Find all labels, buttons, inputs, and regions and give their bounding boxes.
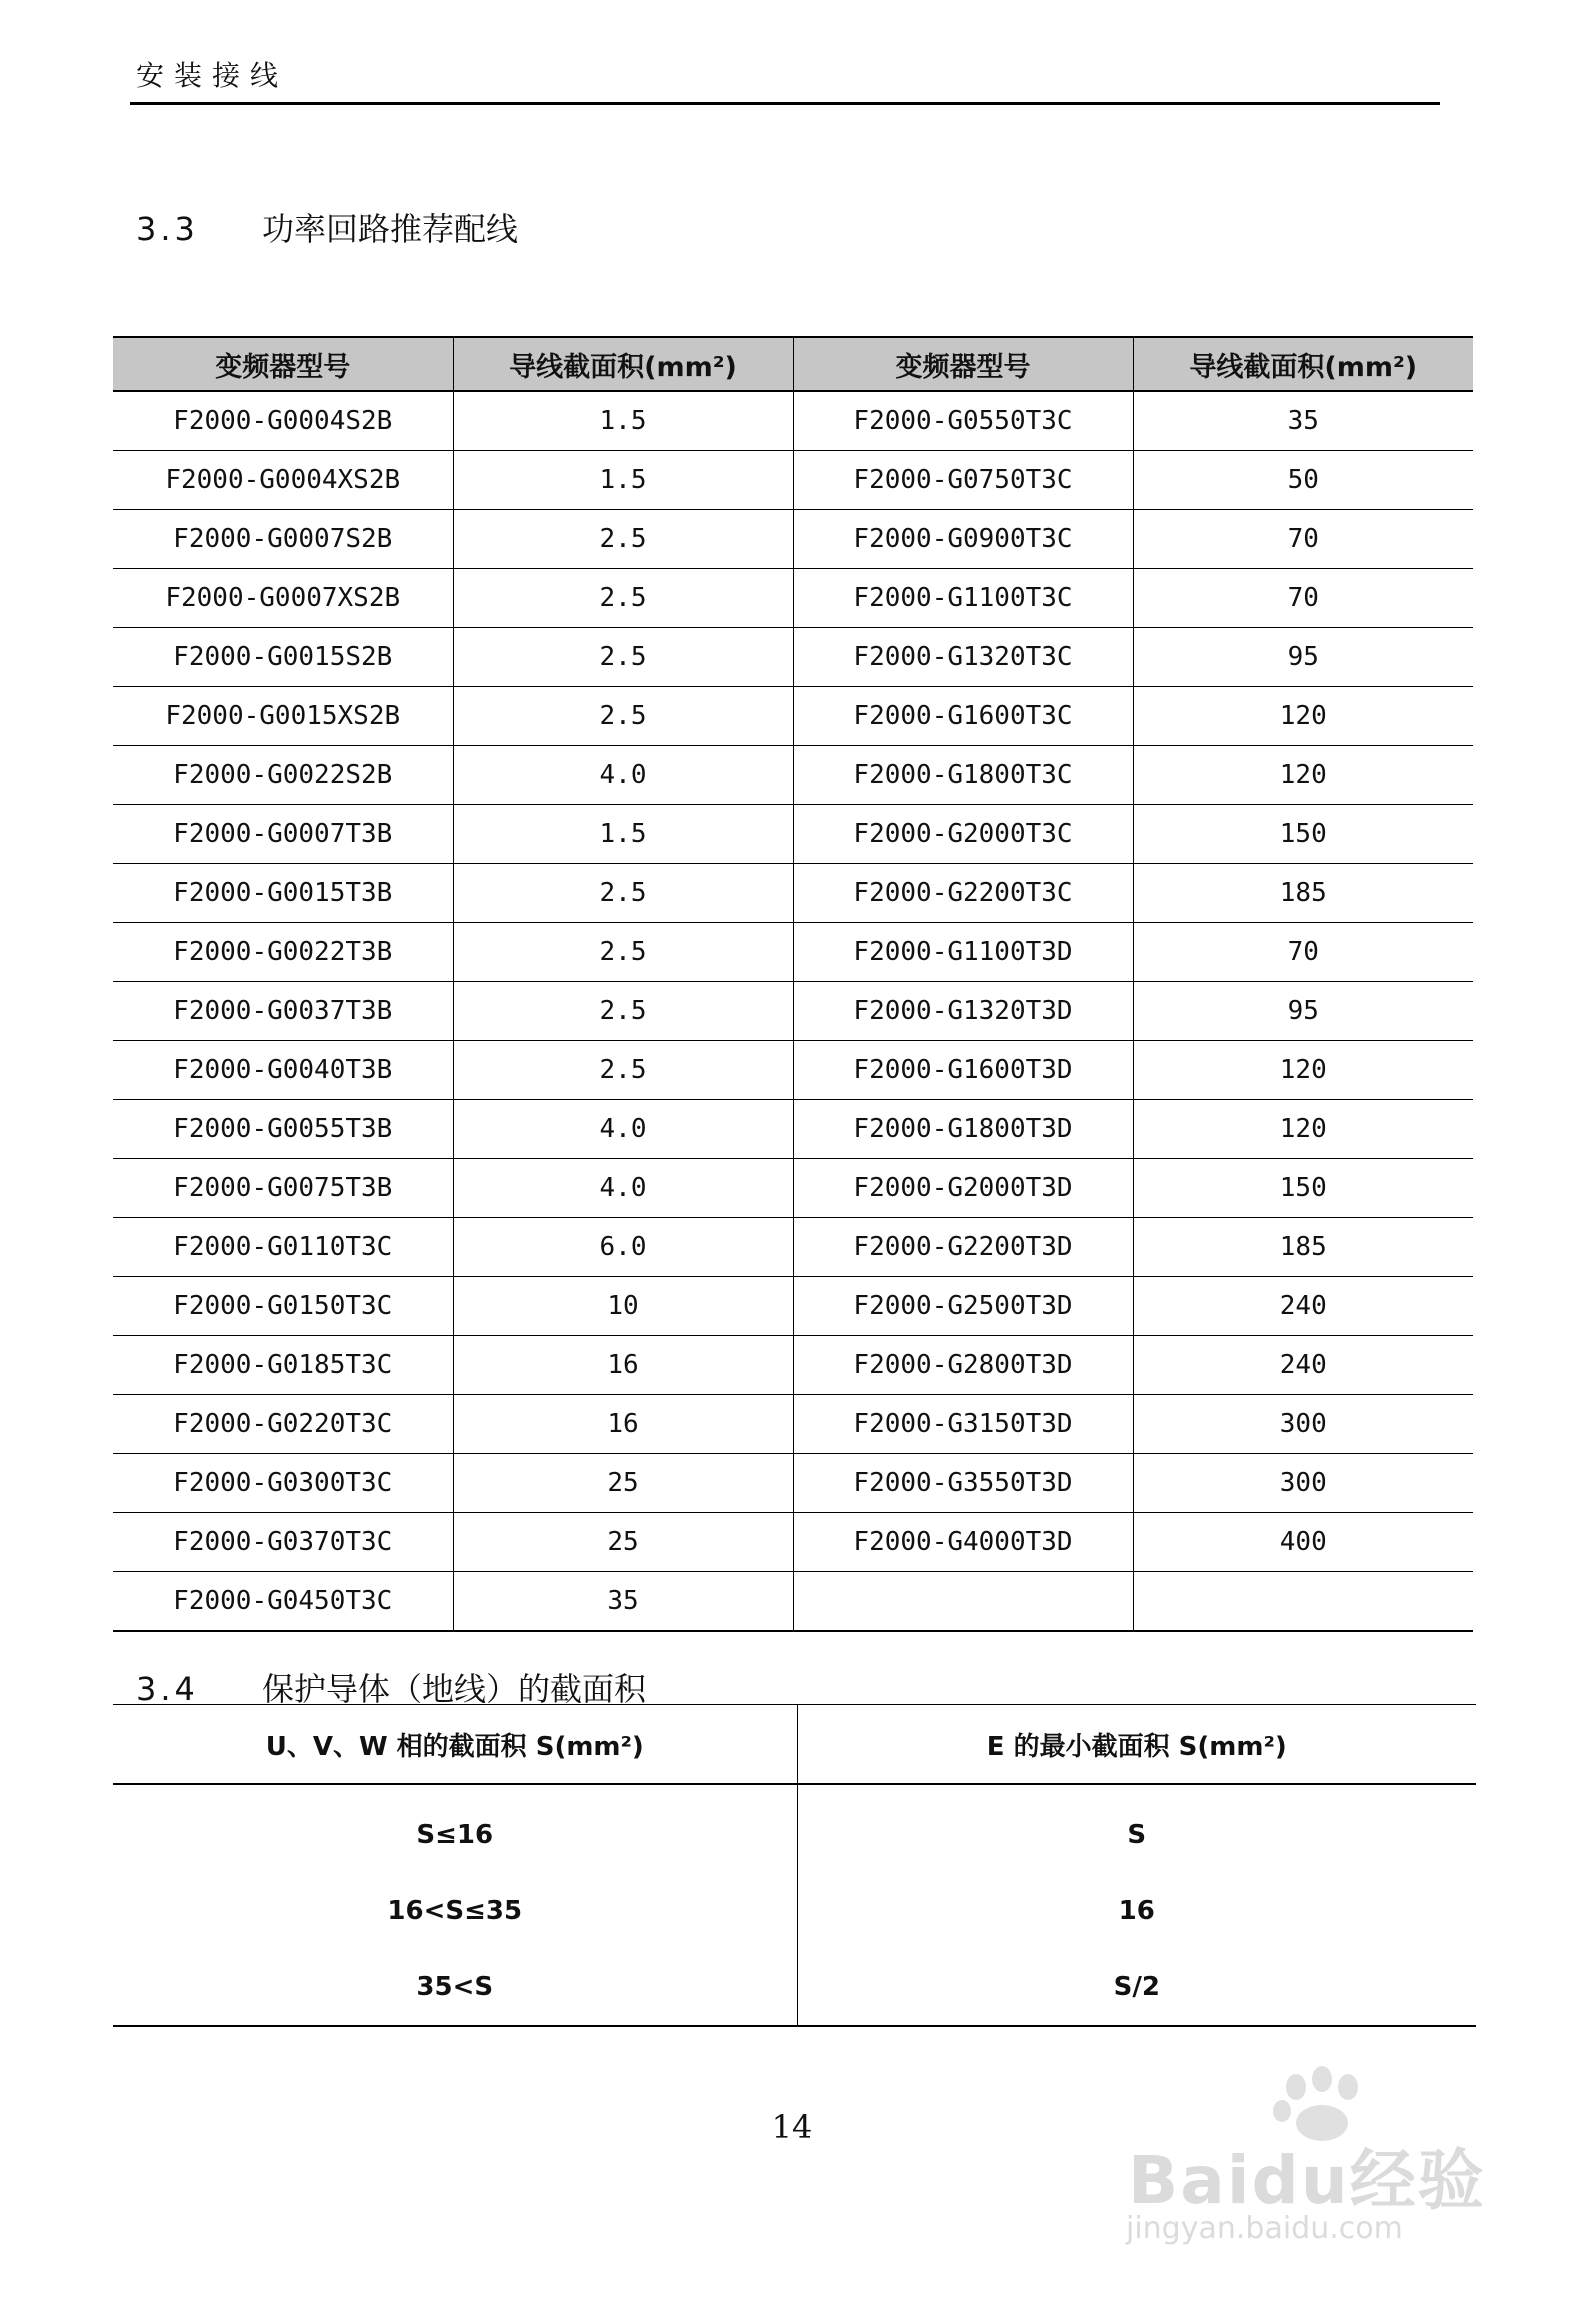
table-row (113, 1336, 1473, 1395)
area-cell: 16 (453, 1395, 793, 1454)
model-cell: F2000-G0300T3C (113, 1454, 453, 1513)
model-cell: F2000-G0004XS2B (113, 451, 453, 510)
col-header-ground-area: E 的最小截面积 S(mm²) (797, 1705, 1476, 1785)
area-cell: 150 (1133, 1159, 1473, 1218)
table-row (113, 746, 1473, 805)
model-cell (793, 1572, 1133, 1632)
wiring-table (113, 336, 1473, 1632)
area-cell: 35 (1133, 391, 1473, 451)
model-cell: F2000-G1600T3C (793, 687, 1133, 746)
table-row (113, 1041, 1473, 1100)
col-header-area: 导线截面积(mm²) (1133, 337, 1473, 391)
model-cell: F2000-G0015T3B (113, 864, 453, 923)
area-cell: 1.5 (453, 805, 793, 864)
area-cell (1133, 1572, 1473, 1632)
phase-area-cell: S≤16 (416, 1820, 494, 1850)
model-cell: F2000-G1320T3C (793, 628, 1133, 687)
table-row (113, 510, 1473, 569)
area-cell: 25 (453, 1454, 793, 1513)
area-cell: 400 (1133, 1513, 1473, 1572)
watermark-brand: Baidu经验 (1128, 2142, 1486, 2219)
model-cell: F2000-G0185T3C (113, 1336, 453, 1395)
table-row (113, 923, 1473, 982)
area-cell: 2.5 (453, 569, 793, 628)
table-row (113, 687, 1473, 746)
table-row (113, 1949, 1476, 2026)
baidu-watermark (1110, 2065, 1510, 2245)
table-row (113, 1454, 1473, 1513)
model-cell: F2000-G3550T3D (793, 1454, 1133, 1513)
model-cell: F2000-G0015S2B (113, 628, 453, 687)
area-cell: 2.5 (453, 982, 793, 1041)
model-cell: F2000-G0007S2B (113, 510, 453, 569)
table-row (113, 628, 1473, 687)
section-title: 功率回路推荐配线 (262, 210, 519, 248)
area-cell: 240 (1133, 1336, 1473, 1395)
model-cell: F2000-G0022S2B (113, 746, 453, 805)
area-cell: 70 (1133, 510, 1473, 569)
area-cell: 2.5 (453, 628, 793, 687)
table-row (113, 1513, 1473, 1572)
table-row (113, 1572, 1473, 1632)
table-header-row (113, 1705, 1476, 1785)
model-cell: F2000-G2800T3D (793, 1336, 1133, 1395)
table-row (113, 982, 1473, 1041)
running-header: 安装接线 (136, 59, 289, 92)
area-cell: 6.0 (453, 1218, 793, 1277)
phase-area-cell: 35<S (113, 1949, 797, 2026)
area-cell: 70 (1133, 569, 1473, 628)
table-row (113, 1277, 1473, 1336)
area-cell: 95 (1133, 628, 1473, 687)
model-cell: F2000-G2500T3D (793, 1277, 1133, 1336)
phase-area-cell: 16<S≤35 (387, 1896, 523, 1926)
model-cell: F2000-G0750T3C (793, 451, 1133, 510)
area-cell: 2.5 (453, 923, 793, 982)
model-cell: F2000-G1600T3D (793, 1041, 1133, 1100)
area-cell: 2.5 (453, 864, 793, 923)
model-cell: F2000-G1800T3D (793, 1100, 1133, 1159)
ground-area-cell: S/2 (797, 1949, 1476, 2026)
area-cell: 4.0 (453, 746, 793, 805)
model-cell: F2000-G0075T3B (113, 1159, 453, 1218)
page-number: 14 (771, 2108, 813, 2146)
table-row (113, 864, 1473, 923)
section-title: 保护导体（地线）的截面积 (262, 1670, 647, 1708)
table-row (113, 1395, 1473, 1454)
area-cell: 185 (1133, 864, 1473, 923)
table-row (113, 1159, 1473, 1218)
model-cell: F2000-G0450T3C (113, 1572, 453, 1632)
area-cell: 2.5 (453, 687, 793, 746)
area-cell: 1.5 (453, 391, 793, 451)
model-cell: F2000-G0550T3C (793, 391, 1133, 451)
table-row (113, 1100, 1473, 1159)
model-cell: F2000-G2000T3C (793, 805, 1133, 864)
model-cell: F2000-G0040T3B (113, 1041, 453, 1100)
area-cell: 300 (1133, 1454, 1473, 1513)
area-cell: 2.5 (453, 1041, 793, 1100)
col-header-area: 导线截面积(mm²) (453, 337, 793, 391)
header-rule (130, 102, 1440, 105)
model-cell: F2000-G2200T3C (793, 864, 1133, 923)
area-cell: 70 (1133, 923, 1473, 982)
model-cell: F2000-G1800T3C (793, 746, 1133, 805)
table-row (113, 1218, 1473, 1277)
table-row (113, 805, 1473, 864)
area-cell: 150 (1133, 805, 1473, 864)
section-number: 3.4 (136, 1670, 199, 1708)
table-row (113, 1784, 1476, 1873)
model-cell: F2000-G0150T3C (113, 1277, 453, 1336)
table-row (113, 451, 1473, 510)
area-cell: 185 (1133, 1218, 1473, 1277)
model-cell: F2000-G0220T3C (113, 1395, 453, 1454)
ground-conductor-table (113, 1704, 1476, 2027)
col-header-model: 变频器型号 (793, 337, 1133, 391)
area-cell: 2.5 (453, 510, 793, 569)
model-cell: F2000-G0110T3C (113, 1218, 453, 1277)
model-cell: F2000-G0007XS2B (113, 569, 453, 628)
model-cell: F2000-G1100T3D (793, 923, 1133, 982)
table-header-row (113, 337, 1473, 391)
ground-area-cell: 16 (797, 1873, 1476, 1949)
model-cell: F2000-G2200T3D (793, 1218, 1133, 1277)
area-cell: 35 (453, 1572, 793, 1632)
area-cell: 25 (453, 1513, 793, 1572)
section-number: 3.3 (136, 210, 199, 248)
section-3-3-heading (136, 204, 518, 250)
col-header-phase-area: U、V、W 相的截面积 S(mm²) (113, 1705, 797, 1785)
watermark-url: jingyan.baidu.com (1126, 2211, 1403, 2246)
model-cell: F2000-G0055T3B (113, 1100, 453, 1159)
table-row (113, 391, 1473, 451)
model-cell: F2000-G0015XS2B (113, 687, 453, 746)
area-cell: 4.0 (453, 1100, 793, 1159)
table-row (113, 569, 1473, 628)
area-cell: 120 (1133, 746, 1473, 805)
area-cell: 300 (1133, 1395, 1473, 1454)
model-cell: F2000-G3150T3D (793, 1395, 1133, 1454)
col-header-model: 变频器型号 (113, 337, 453, 391)
model-cell: F2000-G0037T3B (113, 982, 453, 1041)
model-cell: F2000-G0007T3B (113, 805, 453, 864)
model-cell: F2000-G1320T3D (793, 982, 1133, 1041)
area-cell: 50 (1133, 451, 1473, 510)
model-cell: F2000-G2000T3D (793, 1159, 1133, 1218)
area-cell: 120 (1133, 687, 1473, 746)
ground-area-cell: S (797, 1784, 1476, 1873)
area-cell: 120 (1133, 1041, 1473, 1100)
model-cell: F2000-G4000T3D (793, 1513, 1133, 1572)
area-cell: 1.5 (453, 451, 793, 510)
area-cell: 95 (1133, 982, 1473, 1041)
model-cell: F2000-G0900T3C (793, 510, 1133, 569)
table-row (113, 1873, 1476, 1949)
area-cell: 10 (453, 1277, 793, 1336)
model-cell: F2000-G1100T3C (793, 569, 1133, 628)
area-cell: 120 (1133, 1100, 1473, 1159)
model-cell: F2000-G0004S2B (113, 391, 453, 451)
model-cell: F2000-G0370T3C (113, 1513, 453, 1572)
model-cell: F2000-G0022T3B (113, 923, 453, 982)
area-cell: 16 (453, 1336, 793, 1395)
area-cell: 240 (1133, 1277, 1473, 1336)
area-cell: 4.0 (453, 1159, 793, 1218)
